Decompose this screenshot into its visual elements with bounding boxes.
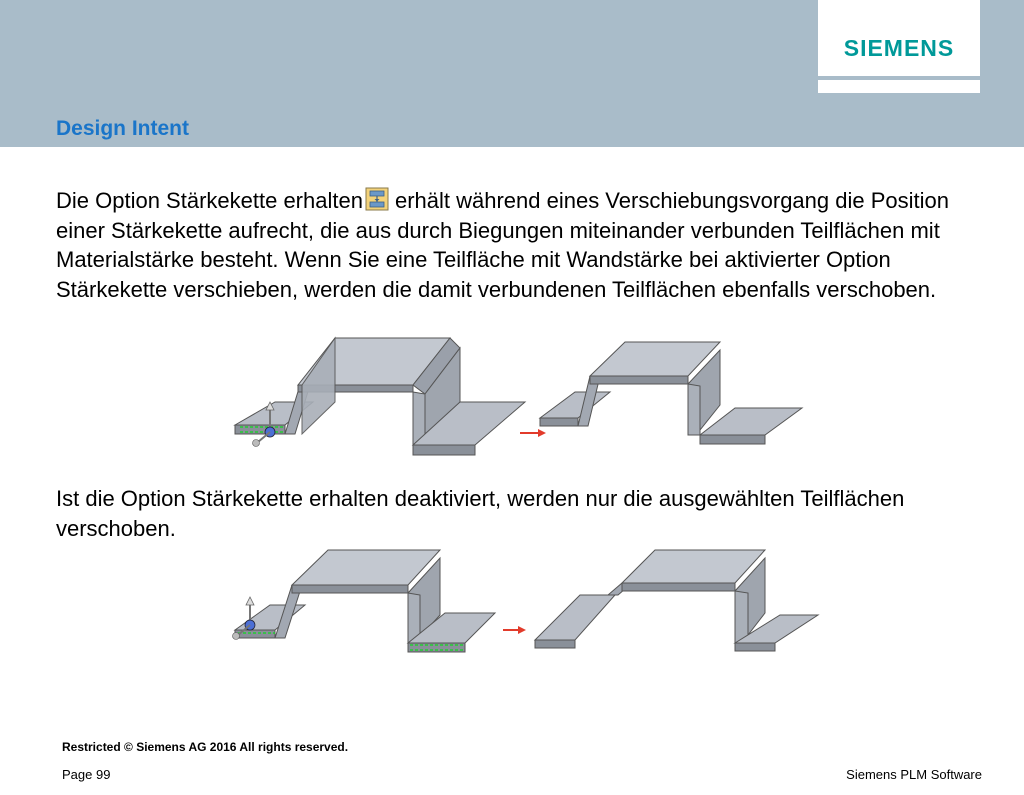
footer-page-number: Page 99 (62, 767, 111, 782)
section-title: Design Intent (56, 117, 190, 140)
figure-thickness-chain-disabled (220, 545, 820, 685)
footer-restricted: Restricted © Siemens AG 2016 All rights reserved. (62, 740, 349, 754)
paragraph-thickness-chain-disabled: Ist die Option Stärkekette erhalten deaktiviert, werden nur die ausgewählten Teilflächen verschoben. (56, 486, 905, 541)
paragraph-thickness-chain-enabled (56, 186, 971, 304)
maintain-thickness-chain-icon (365, 187, 389, 211)
paragraph-1-end: erhält während eines Verschiebungsvorgang die Position einer Stärkekette aufrecht, die aus durch Biegungen miteinander verbunden Teilflächen mit Materialstärke besteht. Wenn Sie eine Teilfläche mit Wandstärke bei aktivierter Option Stärkekette verschieben, werden die damit verbundenen Teilflächen ebenfalls verschoben. (56, 188, 949, 302)
footer-brand: Siemens PLM Software (846, 767, 982, 782)
paragraph-1-start: Die Option Stärkekette erhalten (56, 188, 363, 213)
figure-thickness-chain-enabled (230, 330, 820, 475)
logo-strip (818, 80, 980, 93)
siemens-logo: SIEMENS (843, 35, 955, 61)
